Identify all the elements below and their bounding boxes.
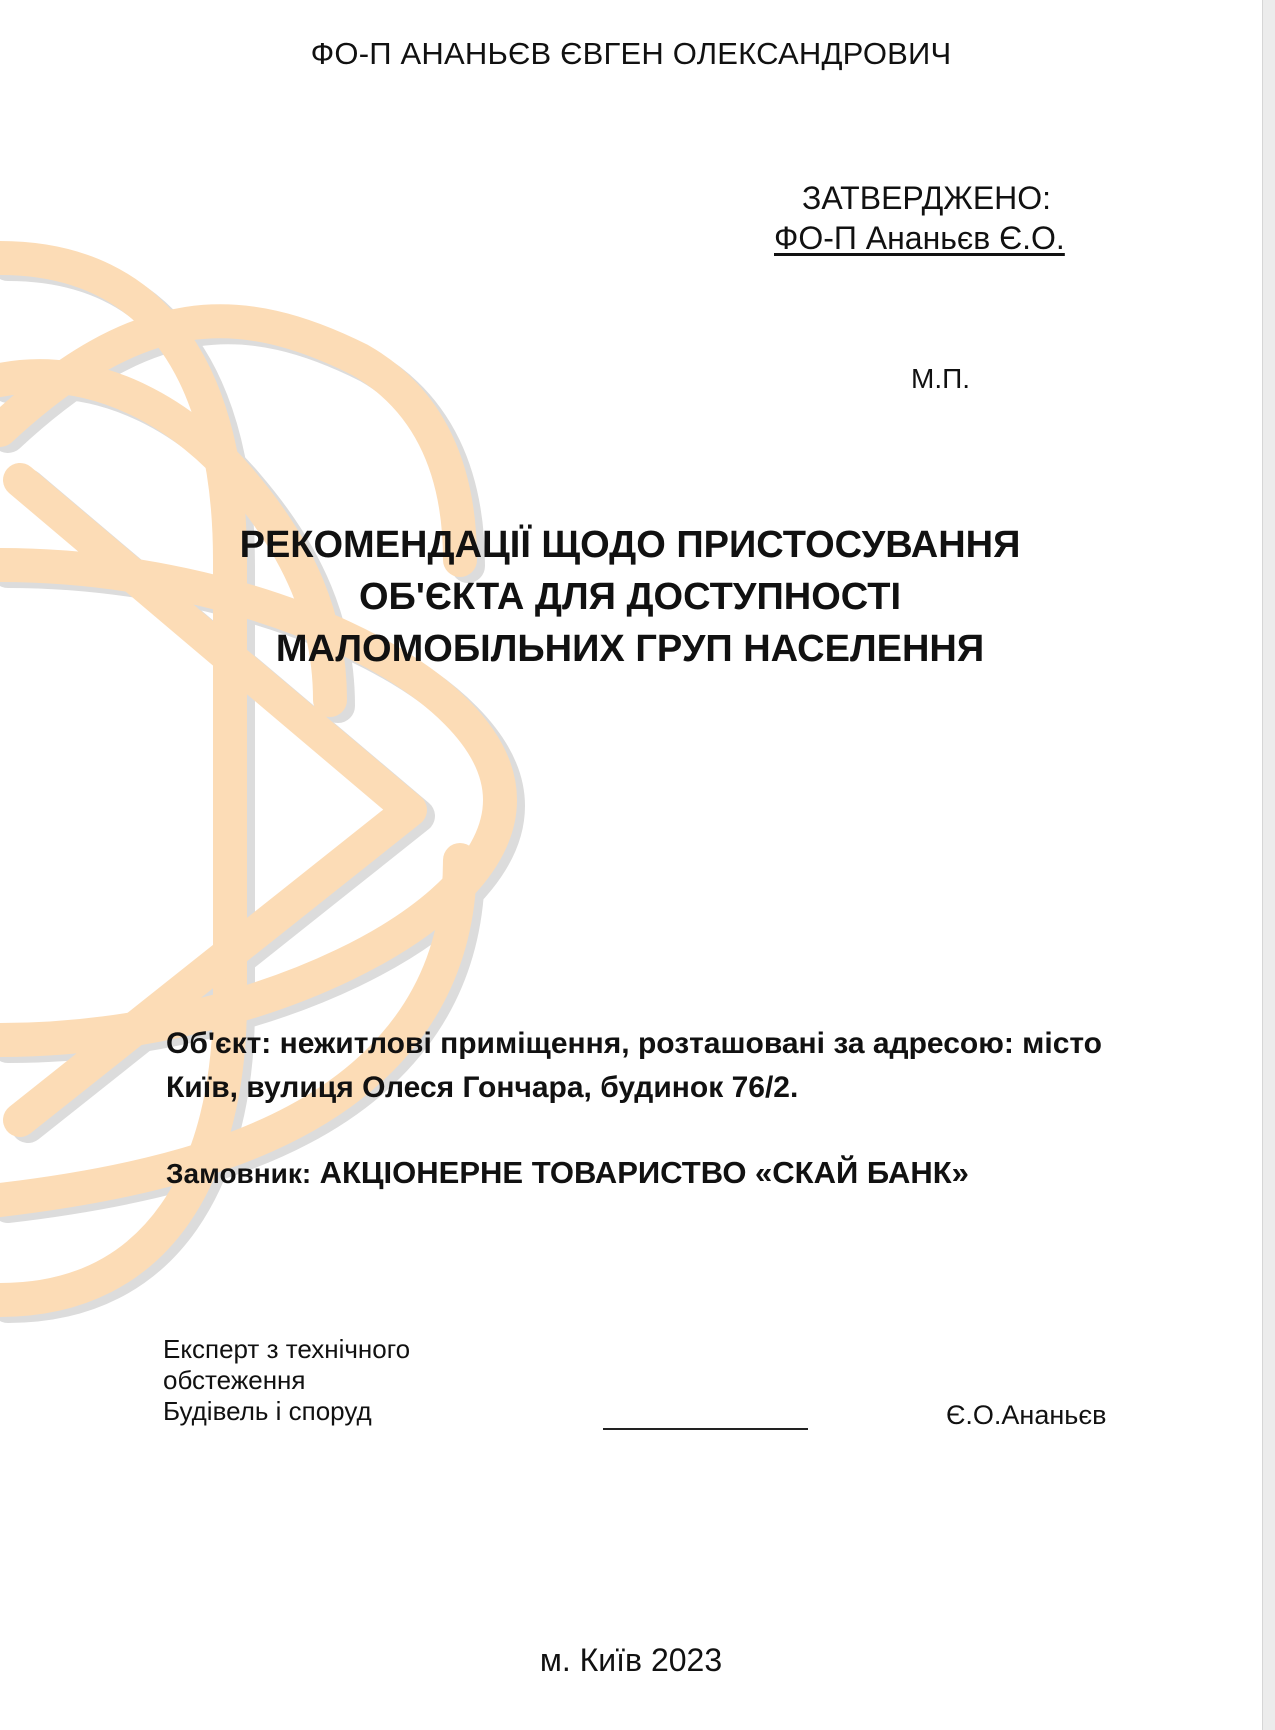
- signatory-name: Є.О.Ананьєв: [946, 1400, 1107, 1430]
- object-line: Об'єкт: нежитлові приміщення, розташовані за адресою: місто: [166, 1027, 1103, 1060]
- customer-name: АКЦІОНЕРНЕ ТОВАРИСТВО «СКАЙ БАНК»: [319, 1155, 969, 1190]
- title-line: МАЛОМОБІЛЬНИХ ГРУП НАСЕЛЕННЯ: [275, 628, 985, 670]
- approval-title: ЗАТВЕРДЖЕНО:: [802, 180, 1052, 216]
- title-line: ОБ'ЄКТА ДЛЯ ДОСТУПНОСТІ: [358, 576, 902, 618]
- approval-block: [740, 178, 1140, 258]
- organization-header: ФО-П АНАНЬЄВ ЄВГЕН ОЛЕКСАНДРОВИЧ: [310, 36, 952, 71]
- expert-title: [163, 1334, 410, 1427]
- customer-label: Замовник:: [166, 1158, 312, 1189]
- title-line: РЕКОМЕНДАЦІЇ ЩОДО ПРИСТОСУВАННЯ: [239, 524, 1021, 566]
- customer-line: [166, 1155, 1196, 1191]
- expert-title-line: Будівель і споруд: [163, 1396, 372, 1426]
- expert-title-line: обстеження: [163, 1365, 306, 1395]
- document-title: [150, 519, 1110, 675]
- seal-placeholder: М.П.: [911, 363, 971, 394]
- place-and-year: м. Київ 2023: [539, 1642, 723, 1678]
- expert-title-line: Експерт з технічного: [163, 1334, 411, 1364]
- object-line: Київ, вулиця Олеся Гончара, будинок 76/2.: [166, 1071, 799, 1104]
- signature-line: [603, 1428, 808, 1430]
- object-description: [166, 1022, 1196, 1110]
- approver-name: ФО-П Ананьєв Є.О.: [774, 220, 1065, 256]
